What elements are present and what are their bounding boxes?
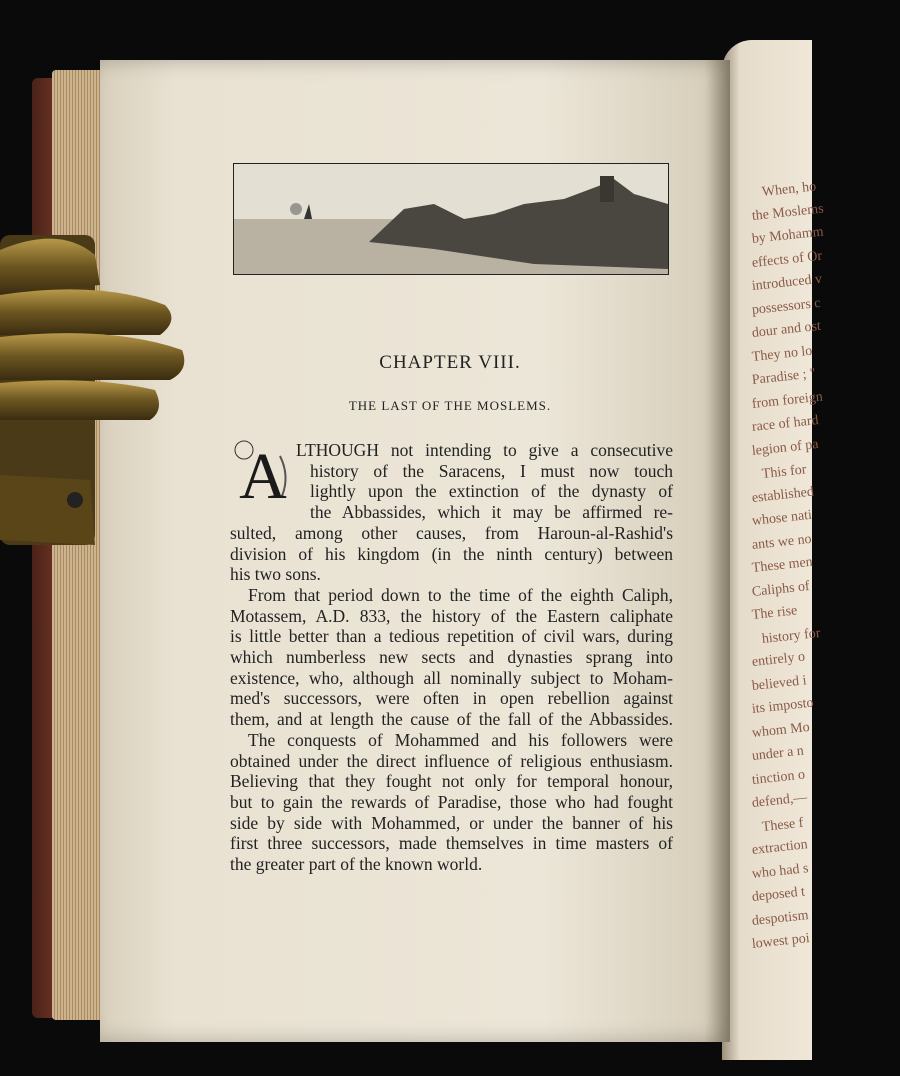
body-line: the Abbassides, which it may be affirmed re-	[310, 502, 673, 523]
body-line: is little better than a tedious repetition of civil wars, during	[230, 626, 673, 647]
right-page-line: believed i	[751, 672, 808, 694]
right-page-line: lowest poi	[751, 930, 811, 952]
right-page-line: race of hard	[751, 413, 820, 435]
body-line: med's successors, were often in open rebellion against	[230, 688, 673, 709]
right-page-line: its imposto	[751, 695, 815, 717]
right-page	[722, 40, 825, 1060]
seascape-illustration	[233, 163, 669, 275]
right-page-line: dour and ost	[751, 318, 822, 341]
body-line: obtained under the direct influence of religious enthusiasm.	[230, 750, 673, 771]
body-line: The conquests of Mohammed and his followers were	[248, 729, 673, 750]
right-page-line: entirely o	[751, 649, 806, 670]
right-page-line: the Moslems	[751, 201, 825, 224]
right-page-line: These f	[761, 815, 805, 835]
body-line: division of his kingdom (in the ninth century) between	[230, 543, 673, 564]
right-page-line: This for	[761, 462, 808, 482]
drop-cap-letter: A	[239, 440, 287, 513]
body-line: the greater part of the known world.	[230, 854, 483, 874]
body-line: them, and at length the cause of the fall of the Abbassides.	[230, 709, 673, 730]
right-page-line: from foreign	[751, 389, 824, 412]
body-line: sulted, among other causes, from Haroun-al-Rashid's	[230, 522, 673, 543]
body-line: his two sons.	[230, 564, 321, 585]
right-page-line: whom Mo	[751, 719, 811, 741]
drop-cap-ornament	[232, 436, 294, 513]
body-line: LTHOUGH not intending to give a consecutive	[296, 440, 673, 460]
right-page-line: Caliphs of	[751, 578, 811, 600]
right-page-line: These men	[751, 554, 814, 576]
right-page-line: The rise	[751, 603, 798, 623]
right-page-line: despotism	[751, 907, 810, 929]
right-page-line: introduced v	[751, 271, 823, 294]
body-line: existence, who, although all nominally subject to Moham-	[230, 667, 673, 688]
right-page-line: ants we no	[751, 531, 813, 553]
right-page-line: tinction o	[751, 766, 806, 788]
right-page-line: under a n	[751, 743, 805, 764]
right-page-line: history for	[761, 625, 822, 647]
right-page-line: possessors c	[751, 295, 822, 318]
chapter-title: CHAPTER VIII.	[379, 352, 521, 373]
body-line: From that period down to the time of the eighth Caliph,	[248, 584, 673, 605]
body-line: which numberless new sects and dynasties sprang into	[230, 647, 673, 667]
body-line: lightly upon the extinction of the dynasty of	[310, 481, 673, 502]
right-page-line: whose nati	[751, 507, 813, 529]
body-line: side by side with Mohammed, or under the banner of his	[230, 812, 673, 833]
body-line: Motassem, A.D. 833, the history of the Eastern caliphate	[230, 605, 673, 626]
body-line: history of the Saracens, I must now touch	[310, 460, 673, 481]
right-page-line: deposed t	[751, 884, 806, 905]
body-line: first three successors, made themselves in time masters of	[230, 833, 673, 854]
brass-page-clip	[0, 225, 185, 550]
body-line: but to gain the rewards of Paradise, those who had fought	[230, 791, 673, 812]
chapter-subtitle: THE LAST OF THE MOSLEMS.	[348, 398, 552, 413]
right-page-line: by Mohamm	[751, 224, 825, 247]
right-page-line: defend,—	[751, 790, 809, 811]
right-page-line: Paradise ; "	[751, 366, 817, 388]
right-page-line: legion of pa	[751, 436, 820, 459]
right-page-line: effects of Or	[751, 248, 823, 271]
right-page-line: When, ho	[761, 179, 817, 200]
body-line: Believing that they fought not only for temporal honour,	[230, 771, 673, 792]
right-page-line: They no lo	[751, 343, 814, 365]
right-page-line: extraction	[751, 837, 809, 858]
right-page-line: established	[751, 484, 815, 506]
right-page-line: who had s	[751, 860, 810, 882]
